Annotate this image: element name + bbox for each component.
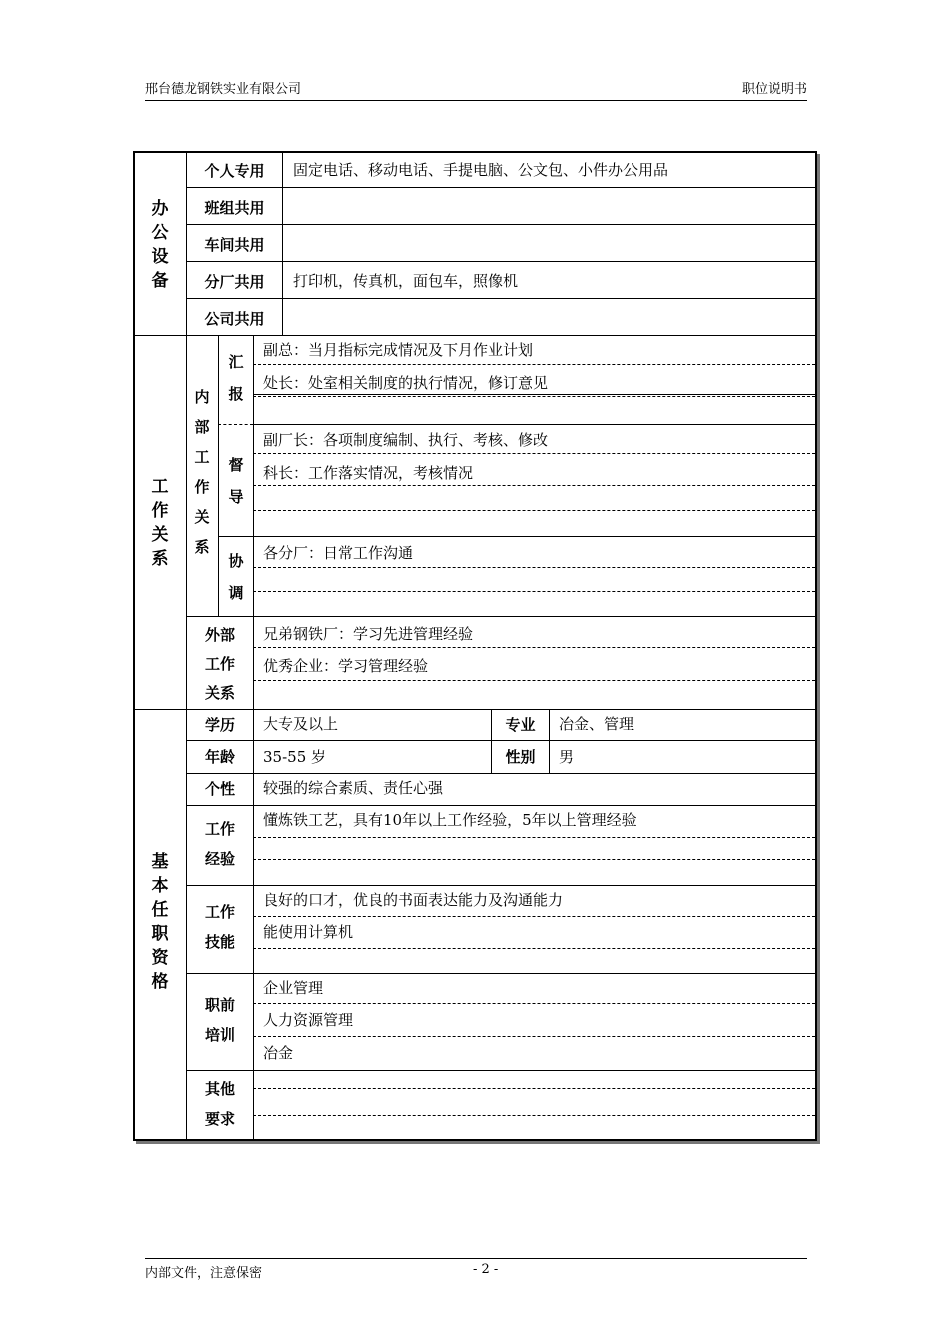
personality-label: 个性 <box>204 780 235 798</box>
supervise-label: 督 导 <box>228 456 244 506</box>
major-value: 冶金、管理 <box>559 715 635 733</box>
age-label: 年龄 <box>204 748 235 766</box>
confidential-notice: 内部文件，注意保密 <box>145 1266 263 1281</box>
experience-line-1: 懂炼铁工艺，具有10年以上工作经验，5年以上管理经验 <box>263 811 637 829</box>
document-title: 职位说明书 <box>741 82 807 97</box>
internal-relations-label: 内 部 工 作 关 系 <box>194 388 210 556</box>
training-line-3: 冶金 <box>263 1044 294 1062</box>
training-line-1: 企业管理 <box>263 979 324 997</box>
skills-label: 工作 技能 <box>204 903 235 951</box>
report-line-1: 副总：当月指标完成情况及下月作业计划 <box>263 341 534 359</box>
report-label: 汇 报 <box>228 353 244 403</box>
company-shared-label: 公司共用 <box>204 310 265 328</box>
page-number: - 2 - <box>473 1262 499 1277</box>
personal-use-label: 个人专用 <box>204 162 265 180</box>
training-label: 职前 培训 <box>204 996 235 1044</box>
external-relations-label: 外部 工作 关系 <box>204 626 235 702</box>
skills-line-2: 能使用计算机 <box>263 923 354 941</box>
supervise-line-2: 科长：工作落实情况，考核情况 <box>263 464 474 482</box>
personality-value: 较强的综合素质、责任心强 <box>263 779 444 797</box>
skills-line-1: 良好的口才，优良的书面表达能力及沟通能力 <box>263 891 564 909</box>
personal-use-value: 固定电话、移动电话、手提电脑、公文包、小件办公用品 <box>293 161 669 179</box>
team-shared-label: 班组共用 <box>204 199 265 217</box>
other-requirements-label: 其他 要求 <box>204 1080 235 1128</box>
company-name: 邢台德龙钢铁实业有限公司 <box>145 82 302 97</box>
experience-label: 工作 经验 <box>204 820 235 868</box>
coordinate-line-1: 各分厂：日常工作沟通 <box>263 544 414 562</box>
office-equipment-section-label: 办 公 设 备 <box>151 199 169 291</box>
external-line-1: 兄弟钢铁厂：学习先进管理经验 <box>263 625 474 643</box>
gender-label: 性别 <box>505 748 536 766</box>
education-label: 学历 <box>204 716 235 734</box>
job-description-table <box>133 151 817 1141</box>
gender-value: 男 <box>559 748 575 766</box>
page-header <box>145 82 807 101</box>
report-line-2: 处长：处室相关制度的执行情况，修订意见 <box>263 374 549 392</box>
training-line-2: 人力资源管理 <box>263 1011 354 1029</box>
branch-shared-label: 分厂共用 <box>204 273 265 291</box>
branch-shared-value: 打印机，传真机，面包车，照像机 <box>293 272 519 290</box>
workshop-shared-label: 车间共用 <box>204 236 265 254</box>
page-footer <box>145 1258 807 1281</box>
external-line-2: 优秀企业：学习管理经验 <box>263 657 429 675</box>
coordinate-label: 协 调 <box>228 552 244 602</box>
supervise-line-1: 副厂长：各项制度编制、执行、考核、修改 <box>263 431 549 449</box>
age-value: 35-55 岁 <box>263 748 327 766</box>
major-label: 专业 <box>505 716 536 734</box>
education-value: 大专及以上 <box>263 715 339 733</box>
work-relations-section-label: 工 作 关 系 <box>151 477 169 569</box>
qualifications-section-label: 基 本 任 职 资 格 <box>151 852 169 992</box>
